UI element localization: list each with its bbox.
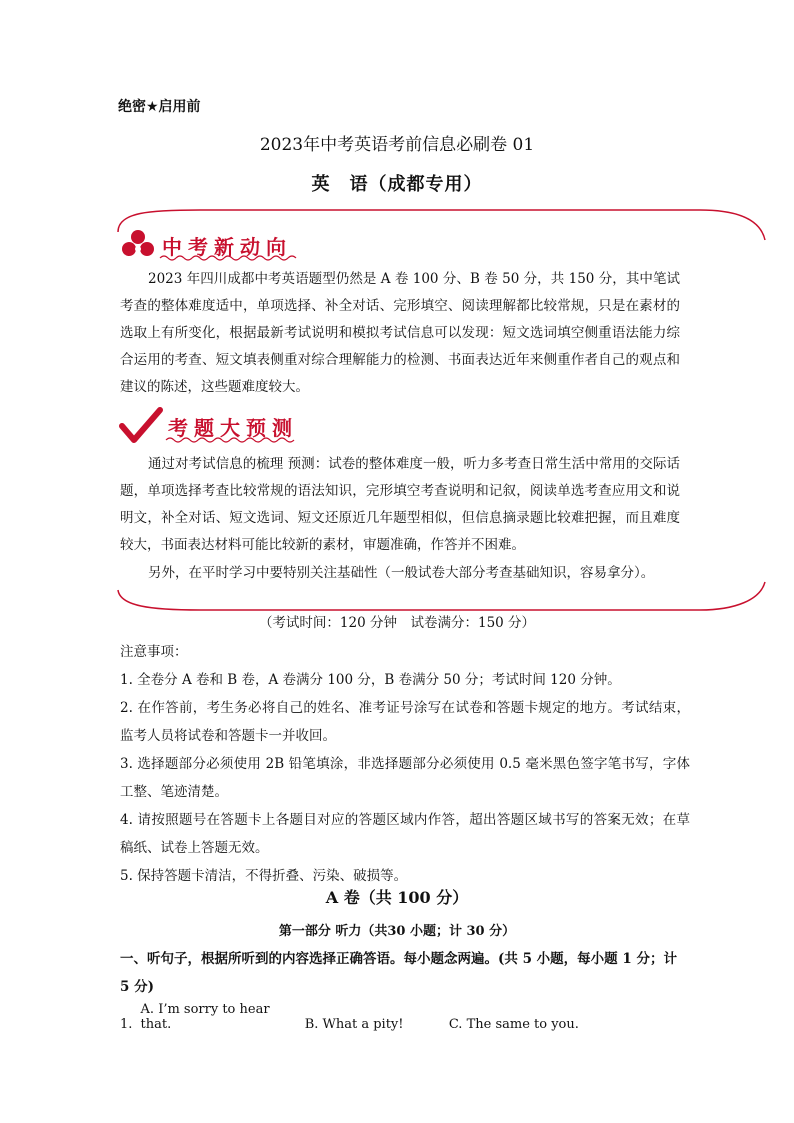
checkmark-icon [118, 404, 164, 446]
note-item: 5. 保持答题卡清洁，不得折叠、污染、破损等。 [120, 868, 408, 884]
predict-heading: 考题大预测 [168, 416, 298, 440]
exam-title: 2023年中考英语考前信息必刷卷 01 [259, 135, 535, 155]
predict-text-2: 另外，在平时学习中要特别关注基础性（一般试卷大部分考查基础知识，容易拿分）。 [148, 565, 655, 581]
subject-title: 英 语（成都专用） [311, 174, 483, 195]
option-b: B. What a pity! [304, 1017, 404, 1032]
option-a: A. I’m sorry to hear that. [140, 1002, 270, 1032]
note-item: 4. 请按照题号在答题卡上各题目对应的答题区域内作答，超出答题区域书写的答案无效；在草稿纸、试卷上答题无效。 [120, 812, 690, 856]
question-number: 1. [120, 1017, 133, 1032]
note-item: 1. 全卷分 A 卷和 B 卷，A 卷满分 100 分，B 卷满分 50 分；考试时间 120 分钟。 [120, 672, 621, 688]
option-c: C. The same to you. [448, 1017, 579, 1032]
exam-info: （考试时间：120 分钟 试卷满分：150 分） [258, 615, 536, 631]
section-a-title: A 卷（共 100 分） [325, 888, 469, 907]
notes-title: 注意事项： [120, 644, 188, 660]
secret-label: 绝密★启用前 [118, 99, 201, 115]
part1-title: 第一部分 听力（共30 小题；计 30 分） [278, 924, 516, 939]
note-item: 3. 选择题部分必须使用 2B 铅笔填涂，非选择题部分必须使用 0.5 毫米黑色签字笔书写，字体工整、笔迹清楚。 [120, 756, 690, 800]
question-1 [120, 1002, 579, 1032]
listening-instruction: 一、听句子，根据所听到的内容选择正确答语。每小题念两遍。(共 5 小题，每小题 1 分；计 5 分) [120, 951, 677, 995]
trend-heading: 中考新动向 [162, 235, 292, 259]
flower-icon [120, 228, 156, 264]
notes-block [120, 638, 690, 890]
note-item: 2. 在作答前，考生务必将自己的姓名、准考证号涂写在试卷和答题卡规定的地方。考试结束，监考人员将试卷和答题卡一并收回。 [120, 700, 690, 744]
trend-text: 2023 年四川成都中考英语题型仍然是 A 卷 100 分、B 卷 50 分，共 150 分，其中笔试考查的整体难度适中，单项选择、补全对话、完形填空、阅读理解都比较常规，只是在素材的选取上有所变化，根据最新考试说明和模拟考试信息可以发现：短文选词填空侧重语法能力综合运用的考查、短文填表侧重对综合理解能力的检测、书面表达近年来侧重作者自己的观点和建议的陈述，这些题难度较大。 [120, 271, 680, 395]
predict-text: 通过对考试信息的梳理 预测：试卷的整体难度一般，听力多考查日常生活中常用的交际话题，单项选择考查比较常规的语法知识，完形填空考查说明和记叙，阅读单选考查应用文和说明文，补全对话、短文选词、短文还原近几年题型相似，但信息摘录题比较难把握，而且难度较大，书面表达材料可能比较新的素材，审题准确，作答并不困难。 [120, 456, 680, 553]
